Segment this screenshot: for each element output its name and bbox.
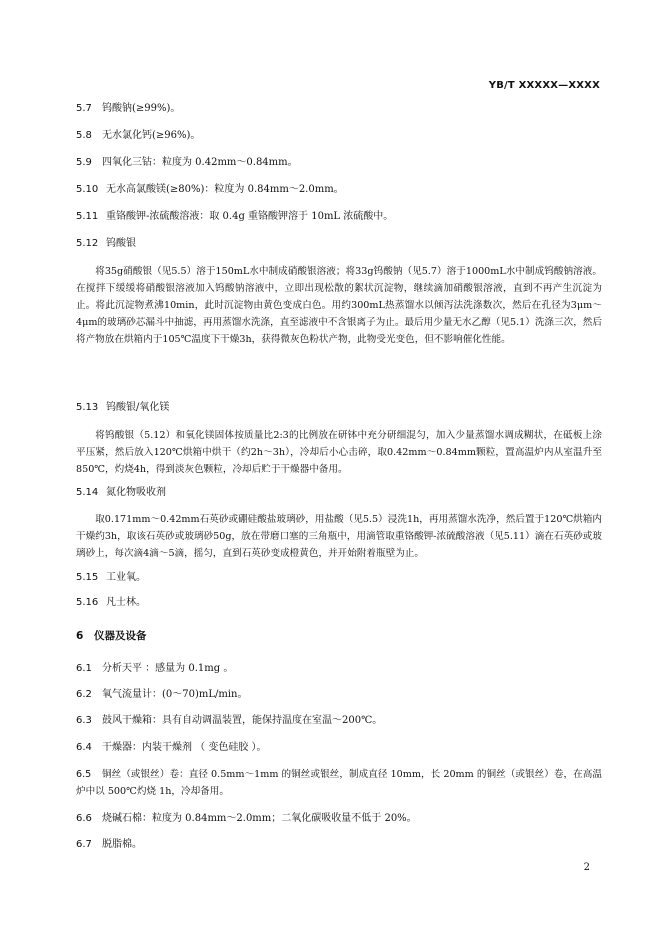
clause-number: 5.16 (76, 597, 99, 608)
clause-6-1 (76, 662, 233, 676)
clause-5-9 (76, 156, 298, 170)
clause-text: 干燥器：内装干燥剂 （ 变色硅胶 ）。 (102, 742, 267, 753)
clause-number: 5.7 (76, 103, 92, 114)
clause-text: 凡士林。 (106, 597, 146, 608)
clause-number: 5.12 (76, 238, 99, 249)
clause-number: 6.7 (76, 839, 92, 850)
clause-5-11 (76, 210, 393, 224)
clause-text: 烧碱石棉：粒度为 0.84mm～2.0mm；二氧化碳吸收量不低于 20%。 (102, 813, 417, 824)
clause-text: 重铬酸钾-浓硫酸溶液：取 0.4g 重铬酸钾溶于 10mL 浓硫酸中。 (106, 211, 394, 222)
clause-number: 5.15 (76, 572, 99, 583)
clause-text: 四氧化三钴：粒度为 0.42mm～0.84mm。 (102, 157, 298, 168)
clause-5-14 (76, 486, 166, 500)
clause-text: 氮化物吸收剂 (106, 487, 166, 498)
clause-number: 6.6 (76, 813, 92, 824)
clause-5-10 (76, 183, 344, 197)
clause-number: 6.2 (76, 689, 92, 700)
paragraph-5-13: 将钨酸银（5.12）和氧化镁固体按质量比2:3的比例放在研钵中充分研细混匀，加入少量蒸馏水调成糊状，在砥板上涂平压紧，然后放入120℃烘箱中烘干（约2h～3h），冷却后小心击碎，取0.42mm～0.84mm颗粒，置高温炉内从室温升至850℃，灼烧4h，得到淡灰色颗粒，冷却后贮于干燥器中备用。 (76, 430, 602, 475)
clause-text: 脱脂棉。 (102, 839, 142, 850)
clause-number: 5.9 (76, 157, 92, 168)
clause-number: 6.1 (76, 663, 92, 674)
clause-5-13 (76, 401, 169, 415)
clause-6-5 (76, 766, 602, 800)
clause-number: 6.5 (76, 769, 92, 780)
clause-6-6 (76, 812, 417, 826)
clause-6-4 (76, 741, 267, 755)
document-code-header: YB/T XXXXX—XXXX (488, 80, 600, 91)
clause-text: 工业氧。 (106, 572, 146, 583)
section-number: 6 (76, 630, 84, 642)
clause-number: 6.4 (76, 742, 92, 753)
clause-text: 氧气流量计：(0～70)mL/min。 (102, 689, 248, 700)
clause-number: 5.13 (76, 402, 99, 413)
clause-text: 钨酸钠(≥99%)。 (102, 103, 181, 114)
page-number: 2 (583, 862, 590, 873)
clause-text: 鼓风干燥箱：具有自动调温装置，能保持温度在室温～200℃。 (102, 715, 383, 726)
clause-number: 5.11 (76, 211, 99, 222)
clause-text: 分析天平 ：感量为 0.1mg 。 (102, 663, 234, 674)
clause-6-2 (76, 688, 248, 702)
section-title: 仪器及设备 (94, 630, 147, 642)
clause-text: 钨酸银 (106, 238, 136, 249)
clause-number: 5.14 (76, 487, 99, 498)
clause-number: 5.8 (76, 130, 92, 141)
clause-text: 铜丝（或银丝）卷：直径 0.5mm～1mm 的铜丝或银丝，制成直径 10mm，长 20mm 的铜丝（或银丝）卷，在高温炉中以 500℃灼烧 1h，冷却备用。 (76, 769, 602, 797)
clause-number: 5.10 (76, 184, 99, 195)
paragraph-5-12: 将35g硝酸银（见5.5）溶于150mL水中制成硝酸银溶液；将33g钨酸钠（见5.7）溶于1000mL水中制成钨酸钠溶液。在搅拌下缓缓将硝酸银溶液加入钨酸钠溶液中，立即出现松散的絮状沉淀物，继续滴加硝酸银溶液，直到不再产生沉淀为止。将此沉淀物煮沸10min，此时沉淀物由黄色变成白色。用约300mL热蒸馏水以倾泻法洗涤数次，然后在孔径为3μm～4μm的玻璃砂芯漏斗中抽滤，再用蒸馏水洗涤，直至滤液中不含银离子为止。最后用少量无水乙醇（见5.1）洗涤三次，然后将产物放在烘箱内于105℃温度下干燥3h，获得微灰色粉状产物，此物受光变色，但不影响催化性能。 (76, 266, 602, 345)
clause-6-3 (76, 714, 382, 728)
clause-text: 无水氯化钙(≥96%)。 (102, 130, 201, 141)
section-6-heading (76, 629, 147, 643)
paragraph-5-14: 取0.171mm～0.42mm石英砂或硼硅酸盐玻璃砂，用盐酸（见5.5）浸洗1h，再用蒸馏水洗净，然后置于120℃烘箱内干燥约3h，取该石英砂或玻璃砂50g，放在带磨口塞的三角瓶中，用滴管取重铬酸钾-浓硫酸溶液（见5.11）滴在石英砂或玻璃砂上，每次滴4滴～5滴，摇匀，直到石英砂变成橙黄色，并开始附着瓶壁为止。 (76, 514, 602, 559)
clause-6-7 (76, 838, 142, 852)
clause-number: 6.3 (76, 715, 92, 726)
clause-text: 无水高氯酸镁(≥80%)：粒度为 0.84mm～2.0mm。 (106, 184, 344, 195)
clause-5-7 (76, 102, 180, 116)
clause-5-8 (76, 129, 200, 143)
clause-text: 钨酸银/氧化镁 (106, 402, 170, 413)
clause-5-16 (76, 596, 146, 610)
clause-5-12 (76, 237, 136, 251)
clause-5-15 (76, 571, 146, 585)
